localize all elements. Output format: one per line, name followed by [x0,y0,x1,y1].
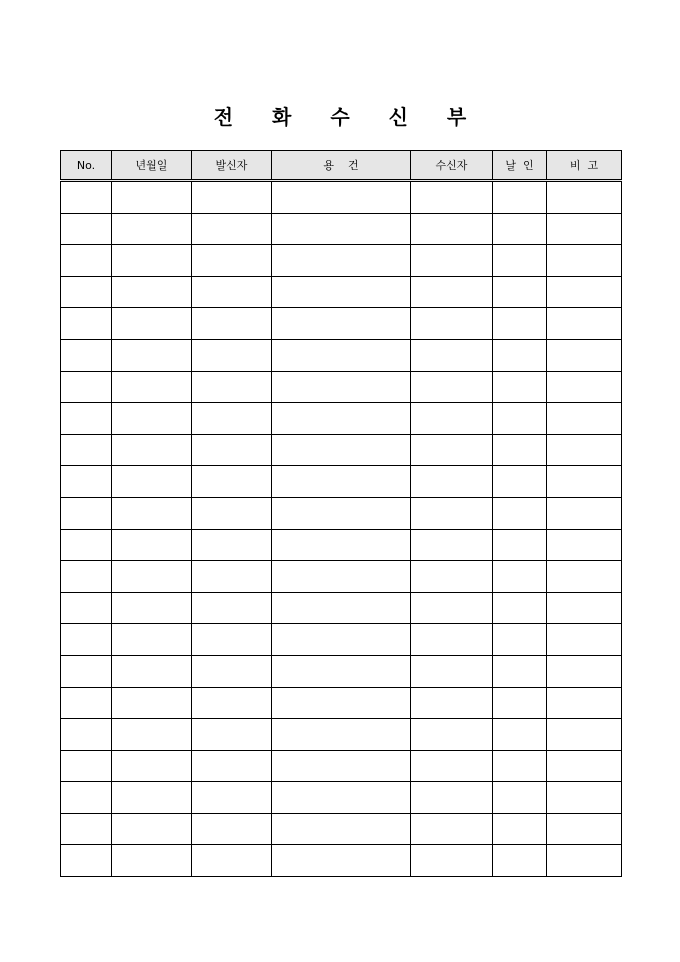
table-row [61,308,622,340]
cell-subject[interactable] [272,655,411,687]
table-row [61,529,622,561]
cell-caller[interactable] [192,434,272,466]
cell-seal[interactable] [493,719,547,751]
cell-caller[interactable] [192,339,272,371]
cell-receiver[interactable] [411,434,493,466]
cell-subject[interactable] [272,466,411,498]
cell-caller[interactable] [192,529,272,561]
cell-subject[interactable] [272,245,411,277]
cell-receiver[interactable] [411,245,493,277]
cell-seal[interactable] [493,339,547,371]
cell-caller[interactable] [192,213,272,245]
cell-subject[interactable] [272,497,411,529]
cell-receiver[interactable] [411,655,493,687]
cell-seal[interactable] [493,308,547,340]
cell-seal[interactable] [493,371,547,403]
table-row [61,655,622,687]
cell-seal[interactable] [493,782,547,814]
cell-receiver[interactable] [411,782,493,814]
cell-remarks[interactable] [547,403,622,435]
cell-caller[interactable] [192,845,272,877]
cell-receiver[interactable] [411,181,493,214]
col-header-caller: 발신자 [192,151,272,181]
cell-date[interactable] [112,245,192,277]
cell-receiver[interactable] [411,371,493,403]
cell-seal[interactable] [493,687,547,719]
cell-receiver[interactable] [411,213,493,245]
cell-receiver[interactable] [411,624,493,656]
phone-log-table [60,150,622,877]
cell-no[interactable] [61,403,112,435]
cell-remarks[interactable] [547,782,622,814]
cell-seal[interactable] [493,624,547,656]
cell-caller[interactable] [192,719,272,751]
col-header-subject: 용 건 [272,151,411,181]
table-row [61,592,622,624]
cell-date[interactable] [112,181,192,214]
cell-remarks[interactable] [547,529,622,561]
cell-seal[interactable] [493,213,547,245]
table-row [61,687,622,719]
cell-receiver[interactable] [411,403,493,435]
cell-caller[interactable] [192,561,272,593]
cell-caller[interactable] [192,813,272,845]
cell-remarks[interactable] [547,308,622,340]
cell-seal[interactable] [493,497,547,529]
cell-remarks[interactable] [547,561,622,593]
cell-seal[interactable] [493,403,547,435]
cell-caller[interactable] [192,624,272,656]
cell-remarks[interactable] [547,655,622,687]
cell-no[interactable] [61,592,112,624]
cell-date[interactable] [112,719,192,751]
table-row [61,782,622,814]
cell-remarks[interactable] [547,497,622,529]
cell-seal[interactable] [493,466,547,498]
cell-subject[interactable] [272,308,411,340]
cell-no[interactable] [61,497,112,529]
col-header-remarks: 비 고 [547,151,622,181]
cell-caller[interactable] [192,308,272,340]
cell-no[interactable] [61,687,112,719]
cell-subject[interactable] [272,529,411,561]
cell-date[interactable] [112,308,192,340]
cell-no[interactable] [61,561,112,593]
cell-subject[interactable] [272,339,411,371]
cell-date[interactable] [112,529,192,561]
cell-subject[interactable] [272,687,411,719]
cell-subject[interactable] [272,276,411,308]
table-body [61,181,622,877]
cell-no[interactable] [61,655,112,687]
col-header-receiver: 수신자 [411,151,493,181]
cell-seal[interactable] [493,276,547,308]
cell-subject[interactable] [272,181,411,214]
table-row [61,339,622,371]
cell-caller[interactable] [192,466,272,498]
cell-no[interactable] [61,276,112,308]
table-row [61,845,622,877]
cell-receiver[interactable] [411,497,493,529]
cell-remarks[interactable] [547,434,622,466]
cell-date[interactable] [112,592,192,624]
cell-no[interactable] [61,339,112,371]
cell-date[interactable] [112,750,192,782]
cell-subject[interactable] [272,813,411,845]
cell-receiver[interactable] [411,592,493,624]
table-row [61,813,622,845]
cell-date[interactable] [112,213,192,245]
cell-seal[interactable] [493,592,547,624]
table-row [61,624,622,656]
cell-date[interactable] [112,434,192,466]
cell-caller[interactable] [192,276,272,308]
cell-remarks[interactable] [547,371,622,403]
col-header-seal: 날 인 [493,151,547,181]
table-row [61,434,622,466]
cell-remarks[interactable] [547,466,622,498]
cell-no[interactable] [61,719,112,751]
cell-receiver[interactable] [411,466,493,498]
cell-subject[interactable] [272,434,411,466]
header-row [61,151,622,181]
cell-subject[interactable] [272,750,411,782]
cell-caller[interactable] [192,371,272,403]
cell-subject[interactable] [272,592,411,624]
cell-seal[interactable] [493,845,547,877]
cell-remarks[interactable] [547,750,622,782]
table-row [61,497,622,529]
cell-seal[interactable] [493,813,547,845]
cell-no[interactable] [61,782,112,814]
table-row [61,750,622,782]
table-row [61,719,622,751]
cell-no[interactable] [61,371,112,403]
cell-date[interactable] [112,624,192,656]
cell-subject[interactable] [272,845,411,877]
cell-date[interactable] [112,655,192,687]
cell-receiver[interactable] [411,529,493,561]
cell-no[interactable] [61,624,112,656]
table-row [61,371,622,403]
cell-caller[interactable] [192,687,272,719]
cell-date[interactable] [112,371,192,403]
cell-date[interactable] [112,497,192,529]
table-row [61,276,622,308]
cell-receiver[interactable] [411,813,493,845]
cell-date[interactable] [112,782,192,814]
cell-seal[interactable] [493,245,547,277]
cell-no[interactable] [61,750,112,782]
cell-no[interactable] [61,245,112,277]
cell-seal[interactable] [493,529,547,561]
cell-subject[interactable] [272,403,411,435]
cell-no[interactable] [61,466,112,498]
cell-receiver[interactable] [411,750,493,782]
cell-date[interactable] [112,561,192,593]
cell-subject[interactable] [272,782,411,814]
cell-date[interactable] [112,466,192,498]
cell-receiver[interactable] [411,561,493,593]
table-row [61,181,622,214]
cell-receiver[interactable] [411,339,493,371]
cell-no[interactable] [61,529,112,561]
cell-caller[interactable] [192,782,272,814]
page-title: 전 화 수 신 부 [213,105,483,129]
table-row [61,561,622,593]
cell-subject[interactable] [272,213,411,245]
cell-remarks[interactable] [547,592,622,624]
cell-caller[interactable] [192,497,272,529]
cell-receiver[interactable] [411,687,493,719]
cell-subject[interactable] [272,371,411,403]
cell-date[interactable] [112,339,192,371]
cell-caller[interactable] [192,655,272,687]
cell-seal[interactable] [493,561,547,593]
cell-subject[interactable] [272,719,411,751]
cell-remarks[interactable] [547,845,622,877]
cell-no[interactable] [61,181,112,214]
cell-receiver[interactable] [411,845,493,877]
cell-no[interactable] [61,845,112,877]
col-header-date: 년월일 [112,151,192,181]
cell-remarks[interactable] [547,181,622,214]
cell-seal[interactable] [493,655,547,687]
cell-receiver[interactable] [411,719,493,751]
cell-date[interactable] [112,813,192,845]
table-row [61,466,622,498]
cell-remarks[interactable] [547,339,622,371]
cell-remarks[interactable] [547,213,622,245]
table-row [61,213,622,245]
cell-no[interactable] [61,434,112,466]
table-row [61,403,622,435]
cell-caller[interactable] [192,403,272,435]
cell-remarks[interactable] [547,245,622,277]
cell-receiver[interactable] [411,276,493,308]
cell-no[interactable] [61,213,112,245]
cell-remarks[interactable] [547,687,622,719]
cell-remarks[interactable] [547,813,622,845]
cell-caller[interactable] [192,181,272,214]
cell-remarks[interactable] [547,276,622,308]
cell-date[interactable] [112,403,192,435]
cell-caller[interactable] [192,750,272,782]
col-header-no: No. [61,151,112,181]
cell-receiver[interactable] [411,308,493,340]
cell-no[interactable] [61,813,112,845]
cell-remarks[interactable] [547,719,622,751]
cell-subject[interactable] [272,624,411,656]
cell-no[interactable] [61,308,112,340]
cell-date[interactable] [112,687,192,719]
cell-seal[interactable] [493,750,547,782]
cell-caller[interactable] [192,592,272,624]
cell-caller[interactable] [192,245,272,277]
cell-date[interactable] [112,845,192,877]
cell-date[interactable] [112,276,192,308]
table-row [61,245,622,277]
cell-subject[interactable] [272,561,411,593]
cell-remarks[interactable] [547,624,622,656]
cell-seal[interactable] [493,181,547,214]
cell-seal[interactable] [493,434,547,466]
